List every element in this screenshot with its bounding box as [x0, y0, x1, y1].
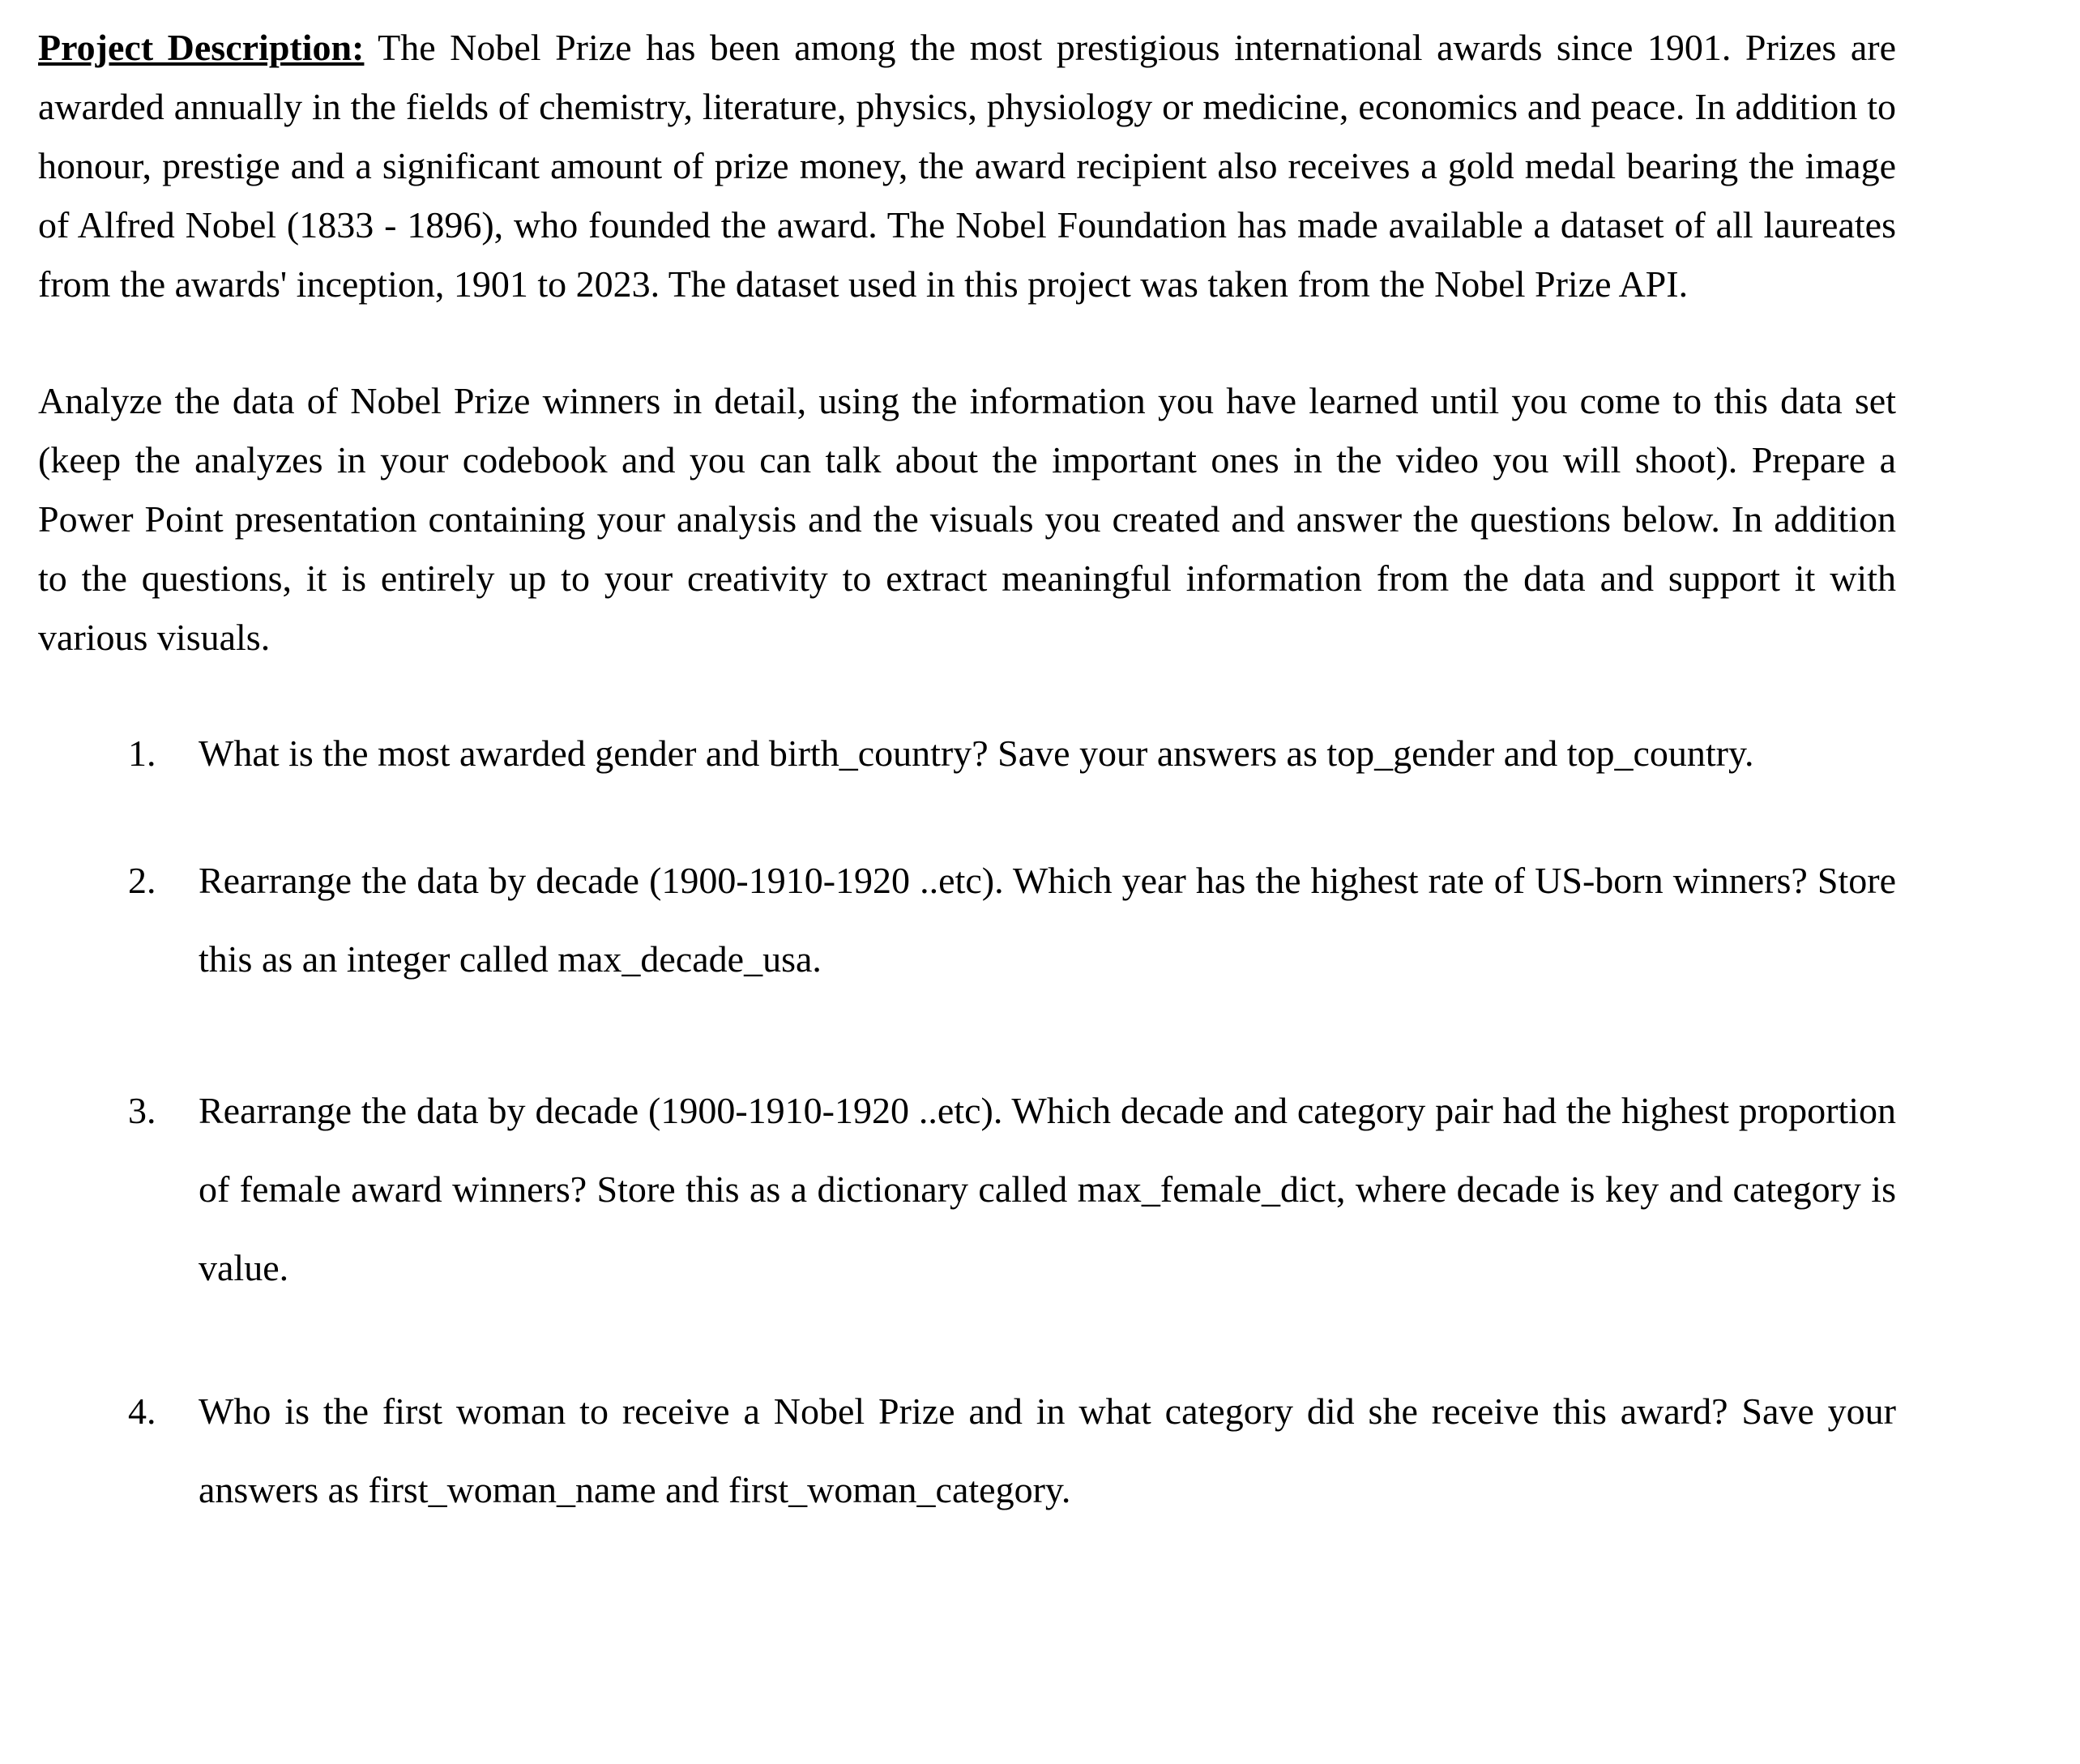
instructions-paragraph: Analyze the data of Nobel Prize winners in detail, using the information you have learned until you come to this data set (keep the analyzes in your codebook and you can talk about the important ones in the video you will shoot). Prepare a Power Point presentation containing your analysis and the visuals you created and answer the questions below. In addition to the questions, it is entirely up to your creativity to extract meaningful information from the data and support it with various visuals. — [38, 380, 1896, 658]
question-number-4: 4. — [128, 1390, 156, 1432]
project-description-paragraph — [38, 18, 1896, 314]
question-item-4 — [38, 1372, 1896, 1529]
project-description-text: The Nobel Prize has been among the most prestigious international awards since 1901. Prizes are awarded annually in the fields of chemistry, literature, physics, physiology or medicine, economics and peace. In addition to honour, prestige and a significant amount of prize money, the award recipient also receives a gold medal bearing the image of Alfred Nobel (1833 - 1896), who founded the award. The Nobel Foundation has made available a dataset of all laureates from the awards' inception, 1901 to 2023. The dataset used in this project was taken from the Nobel Prize API. — [38, 27, 1897, 305]
question-number-2: 2. — [128, 860, 156, 901]
question-item-2 — [38, 841, 1896, 998]
question-text-3: Rearrange the data by decade (1900-1910-1920 ..etc). Which decade and category pair had the highest proportion of female award winners? Store this as a dictionary called max_female_dict, where decade is key and category is value. — [199, 1090, 1896, 1288]
question-item-1 — [38, 714, 1896, 792]
document-body — [38, 18, 1896, 1529]
question-number-1: 1. — [128, 733, 156, 774]
question-number-3: 3. — [128, 1090, 156, 1131]
question-text-4: Who is the first woman to receive a Nobel Prize and in what category did she receive this award? Save your answers as first_woman_name and first_woman_category. — [199, 1390, 1896, 1510]
project-description-heading: Project Description: — [38, 27, 365, 68]
question-item-3 — [38, 1071, 1896, 1307]
questions-list — [38, 714, 1896, 1529]
question-text-1: What is the most awarded gender and birth_country? Save your answers as top_gender and top_country. — [199, 733, 1754, 774]
question-text-2: Rearrange the data by decade (1900-1910-1920 ..etc). Which year has the highest rate of US-born winners? Store this as an integer called max_decade_usa. — [199, 860, 1896, 980]
